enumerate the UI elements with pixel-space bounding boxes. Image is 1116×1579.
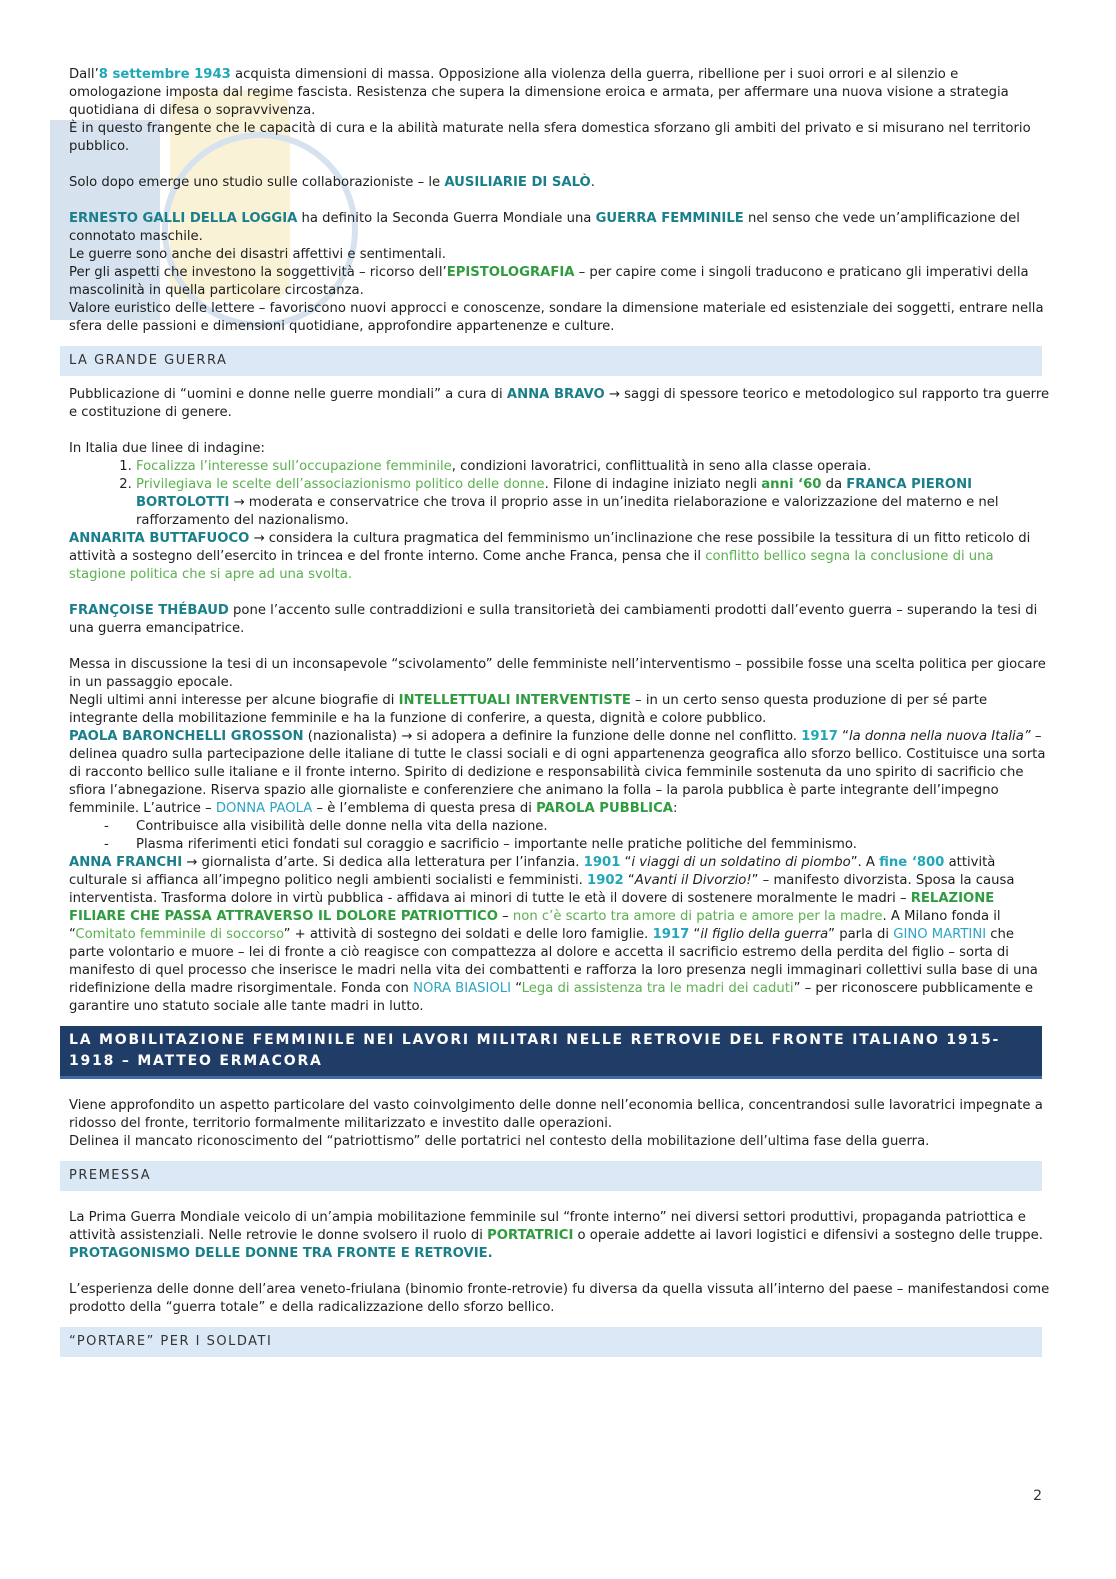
paragraph-care: È in questo frangente che le capacità di cura e la abilità maturate nella sfera domestica sforzano gli ambiti del privato e si misurano nel territorio pubblico. [69, 121, 1031, 154]
paragraph-first-war: La Prima Guerra Mondiale veicolo di un’ampia mobilitazione femminile sul “fronte interno” nei diversi settori produttivi, propaganda patriottica e attività assistenziali. Nelle retrovie le donne svolsero il ruolo di PORTATRICI o operaie addette ai lavori logistici e difensivi a sostegno delle truppe. [69, 1210, 1043, 1243]
paragraph-franchi: ANNA FRANCHI → giornalista d’arte. Si dedica alla letteratura per l’infanzia. 1901 “i viaggi di un soldatino di piombo”. A fine ‘800 attività culturale si affianca all’impegno politico negli ambienti socialisti e femministi. 1902 “Avanti il Divorzio!” – manifesto divorzista. Sposa la causa interventista. Trasforma dolore in virtù pubblica - affidava ai minori di tutte le età il dovere di sostenere moralmente le madri – RELAZIONE FILIARE CHE PASSA ATTRAVERSO IL DOLORE PATRIOTTICO – non c’è scarto tra amore di patria e amore per la madre. A Milano fonda il “Comitato femminile di soccorso” + attività di sostegno dei soldati e delle loro famiglie. 1917 “il figlio della guerra” parla di GINO MARTINI che parte volontario e muore – lei di fronte a ciò reagisce con compattezza al dolore e accetta il sacrificio estremo della perdita del figlio – sorta di manifesto di quel processo che inserisce le madri nella vita dei combattenti e rafforza la loro presenza negli immaginari collettivi sulla base di una ridefinizione della madre risorgimentale. Fonda con NORA BIASIOLI “Lega di assistenza tra le madri dei caduti” – per riconoscere pubblicamente e garantire uno statuto sociale alle tante madri in lutto. [69, 855, 1038, 1014]
section-heading-grande-guerra: LA GRANDE GUERRA [60, 346, 1042, 376]
paragraph-salo: Solo dopo emerge uno studio sulle collaborazioniste – le AUSILIARIE DI SALÒ. [69, 175, 595, 190]
section-heading-mobilitazione: LA MOBILITAZIONE FEMMINILE NEI LAVORI MILITARI NELLE RETROVIE DEL FRONTE ITALIANO 1915-1918 – MATTEO ERMACORA [60, 1026, 1042, 1079]
paragraph-veneto: L’esperienza delle donne dell’area veneto-friulana (binomio fronte-retrovie) fu diversa da quella vissuta all’interno del paese – manifestandosi come prodotto della “guerra totale” e della radicalizzazione dello sforzo bellico. [69, 1282, 1050, 1315]
paragraph-lines-intro: In Italia due linee di indagine: [69, 441, 265, 456]
list-item: - Contribuisce alla visibilità delle donne nella vita della nazione. [136, 818, 1051, 836]
paragraph-disasters: Le guerre sono anche dei disastri affettivi e sentimentali. [69, 247, 446, 262]
paragraph-epistolography: Per gli aspetti che investono la soggettività – ricorso dell’EPISTOLOGRAFIA – per capire come i singoli traducono e praticano gli imperativi della mascolinità in quella particolare circostanza. [69, 265, 1029, 298]
list-item: - Plasma riferimenti etici fondati sul coraggio e sacrificio – importante nelle pratiche politiche del femminismo. [136, 836, 1051, 854]
paragraph-thebaud: FRANÇOISE THÉBAUD pone l’accento sulle contraddizioni e sulla transitorietà dei cambiamenti prodotti dall’evento guerra – superando la tesi di una guerra emancipatrice. [69, 603, 1038, 636]
paragraph-letters: Valore euristico delle lettere – favoriscono nuovi approcci e conoscenze, sondare la dimensione materiale ed esistenziale dei soggetti, entrare nella sfera delle passioni e dimensioni quotidiane, approfondire appartenenze e culture. [69, 301, 1044, 334]
research-lines-list [69, 458, 1051, 530]
paragraph-bravo: Pubblicazione di “uomini e donne nelle guerre mondiali” a cura di ANNA BRAVO → saggi di spessore teorico e metodologico sul rapporto tra guerre e costituzione di genere. [69, 387, 1050, 420]
paragraph-economy: Viene approfondito un aspetto particolare del vasto coinvolgimento delle donne nell’economia bellica, concentrandosi sulle lavoratrici impegnate a ridosso del fronte, territorio formalmente militarizzato e investito dalle operazioni. [69, 1098, 1043, 1131]
list-item: 1. Focalizza l’interesse sull’occupazione femminile, condizioni lavoratrici, conflittualità in seno alla classe operaia. [136, 458, 1051, 476]
section-heading-premessa: PREMESSA [60, 1161, 1042, 1191]
paragraph-protagonism: PROTAGONISMO DELLE DONNE TRA FRONTE E RETROVIE. [69, 1246, 493, 1261]
paragraph-baronchelli: PAOLA BARONCHELLI GROSSON (nazionalista) → si adopera a definire la funzione delle donne nel conflitto. 1917 “la donna nella nuova Italia” – delinea quadro sulla partecipazione delle italiane di tutte le classi sociali e di ogni appartenenza geografica allo sforzo bellico. Costituisce una sorta di racconto bellico sulle italiane e il fronte interno. Spirito di dedizione e responsabilità civica femminile sostenuta da uno spirito di sacrificio che sfiora l’abnegazione. Riserva spazio alle giornaliste e conferenziere che animano la folla – la parola pubblica è parte integrante dell’impegno femminile. L’autrice – DONNA PAOLA – è l’emblema di questa presa di PAROLA PUBBLICA: [69, 729, 1046, 816]
section-heading-portare: “PORTARE” PER I SOLDATI [60, 1327, 1042, 1357]
page-number: 2 [1033, 1488, 1042, 1504]
paragraph-galli: ERNESTO GALLI DELLA LOGGIA ha definito la Seconda Guerra Mondiale una GUERRA FEMMINILE nel senso che vede un’amplificazione del connotato maschile. [69, 211, 1020, 244]
paragraph-patriotism: Delinea il mancato riconoscimento del “patriottismo” delle portatrici nel contesto della mobilitazione dell’ultima fase della guerra. [69, 1134, 930, 1149]
paragraph-interventism: Messa in discussione la tesi di un inconsapevole “scivolamento” delle femministe nell’interventismo – possibile fosse una scelta politica per giocare in un passaggio epocale. [69, 657, 1046, 690]
document-body [69, 66, 1051, 1357]
paragraph-intellectuals: Negli ultimi anni interesse per alcune biografie di INTELLETTUALI INTERVENTISTE – in un certo senso questa produzione di per sé parte integrante della mobilitazione femminile e ha la funzione di conferire, a questa, dignità e colore pubblico. [69, 693, 988, 726]
public-word-list [69, 818, 1051, 854]
list-item: 2. Privilegiava le scelte dell’associazionismo politico delle donne. Filone di indagine iniziato negli anni ‘60 da FRANCA PIERONI BORTOLOTTI → moderata e conservatrice che trova il proprio asse in un’inedita rielaborazione e valorizzazione del materno e nel rafforzamento del nazionalismo. [136, 476, 1051, 530]
paragraph-buttafuoco: ANNARITA BUTTAFUOCO → considera la cultura pragmatica del femminismo un’inclinazione che rese possibile la tessitura di un fitto reticolo di attività a sostegno dell’esercito in trincea e del fronte interno. Come anche Franca, pensa che il conflitto bellico segna la conclusione di una stagione politica che si apre ad una svolta. [69, 531, 1031, 582]
paragraph-resistance: Dall’8 settembre 1943 acquista dimensioni di massa. Opposizione alla violenza della guerra, ribellione per i suoi orrori e al silenzio e omologazione imposta dal regime fascista. Resistenza che supera la dimensione eroica e armata, per affermare una nuova visione a strategia quotidiana di difesa o sopravvivenza. [69, 67, 1009, 118]
